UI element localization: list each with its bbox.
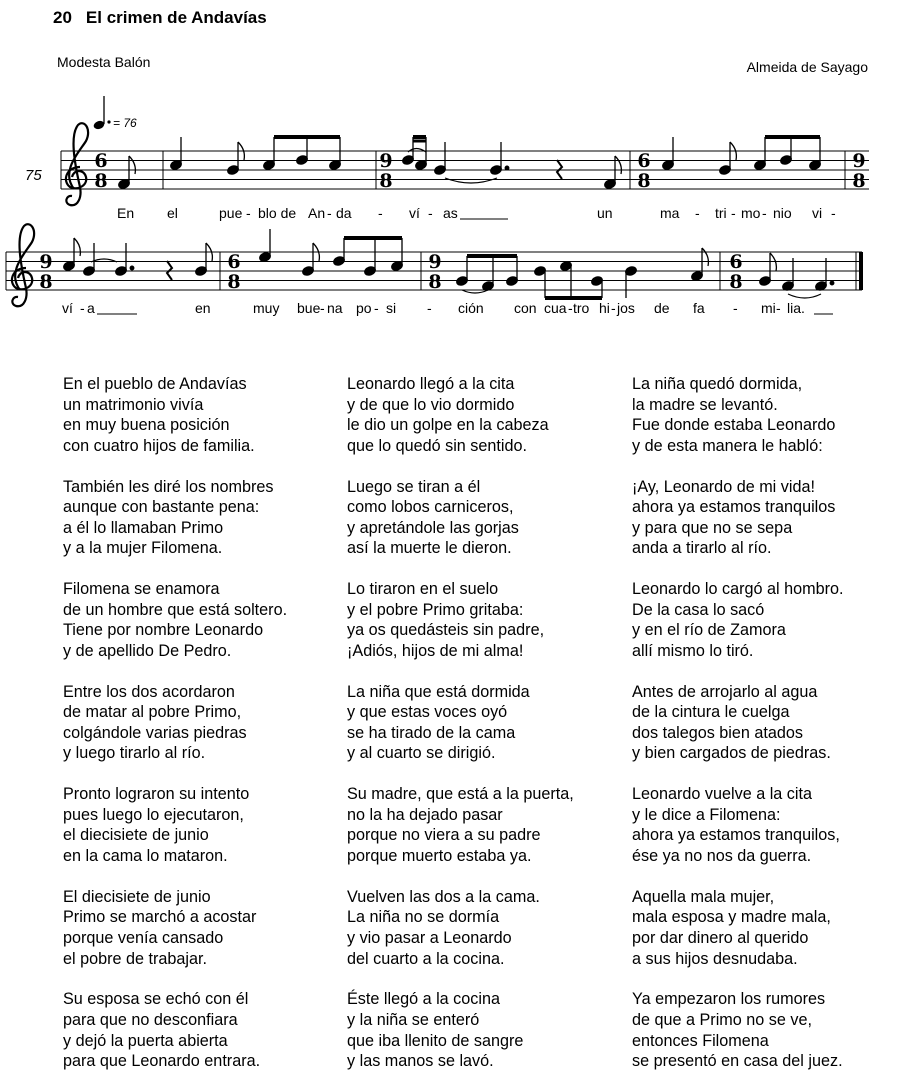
stanza: [347, 374, 574, 456]
svg-text:-: -: [611, 300, 616, 316]
svg-text:na: na: [327, 300, 343, 316]
svg-text:ción: ción: [458, 300, 484, 316]
svg-text:de: de: [654, 300, 670, 316]
verse-line: a sus hijos desnudaba.: [632, 949, 798, 968]
stanza: [632, 682, 843, 764]
verse-line: porque no viera a su padre: [347, 826, 541, 845]
verse-line: anda a tirarlo al río.: [632, 539, 772, 558]
svg-text:-: -: [831, 205, 836, 221]
verse-line: ya os quedásteis sin padre,: [347, 621, 545, 640]
svg-text:-: -: [427, 300, 432, 316]
svg-text:-: -: [568, 300, 573, 316]
svg-text:8: 8: [428, 271, 442, 293]
notes-system-1: [118, 137, 822, 190]
stanza: [632, 989, 843, 1071]
verse-line: por dar dinero al querido: [632, 929, 809, 947]
svg-text:fa: fa: [693, 300, 705, 316]
svg-text:blo de: blo de: [258, 205, 297, 221]
verse-line: así la muerte le dieron.: [347, 539, 512, 558]
verse-line: y vio pasar a Leonardo: [347, 929, 512, 947]
svg-text:8: 8: [379, 170, 393, 192]
svg-text:6: 6: [729, 251, 743, 273]
verse-line: y al cuarto se dirigió.: [347, 744, 496, 763]
verse-line: Fue donde estaba Leonardo: [632, 416, 836, 435]
svg-text:as: as: [443, 205, 458, 221]
verse-line: y luego tirarlo al río.: [63, 744, 206, 763]
svg-text:con: con: [514, 300, 537, 316]
verse-line: y de apellido De Pedro.: [63, 641, 232, 660]
verse-line: como lobos carniceros,: [347, 498, 514, 517]
verse-line: de un hombre que está soltero.: [63, 600, 288, 619]
verse-line: Su esposa se echó con él: [63, 990, 249, 1009]
verse-line: ahora ya estamos tranquilos: [632, 498, 836, 517]
svg-text:ví: ví: [62, 300, 73, 316]
verse-line: el diecisiete de junio: [63, 826, 209, 845]
verse-line: Su madre, que está a la puerta,: [347, 785, 574, 804]
svg-text:muy: muy: [253, 300, 280, 316]
svg-text:9: 9: [379, 150, 393, 172]
stanza: [632, 887, 843, 969]
verse-line: no la ha dejado pasar: [347, 805, 503, 824]
svg-text:bue: bue: [297, 300, 321, 316]
verse-line: y en el río de Zamora: [632, 621, 786, 640]
stanza: [347, 989, 574, 1071]
svg-text:hi: hi: [599, 300, 610, 316]
svg-text:-: -: [374, 300, 379, 316]
svg-text:9: 9: [852, 150, 866, 172]
verse-line: para que no desconfiara: [63, 1010, 238, 1029]
stanza: [347, 579, 574, 661]
stanza: [63, 784, 287, 866]
verse-line: Lo tiraron en el suelo: [347, 580, 499, 599]
lyrics-column-2: [347, 374, 574, 1092]
svg-text:An: An: [308, 205, 326, 221]
svg-text:tri: tri: [715, 205, 727, 221]
svg-text:nio: nio: [773, 205, 792, 221]
svg-text:pue: pue: [219, 205, 243, 221]
song-title-text: El crimen de Andavías: [85, 8, 267, 27]
verse-line: y de que lo vio dormido: [347, 395, 515, 414]
verse-line: le dio un golpe en la cabeza: [347, 416, 549, 435]
verse-line: y bien cargados de piedras.: [632, 744, 831, 763]
music-score: [0, 90, 900, 330]
verse-line: y apretándole las gorjas: [347, 518, 519, 537]
verse-line: Luego se tiran a él: [347, 477, 481, 496]
verse-line: y le dice a Filomena:: [632, 805, 781, 824]
svg-text:8: 8: [637, 170, 651, 192]
verse-line: de la cintura le cuelga: [632, 703, 790, 722]
svg-text:ví: ví: [409, 205, 420, 221]
verse-line: La niña no se dormía: [347, 908, 500, 927]
verse-line: pues luego lo ejecutaron,: [63, 805, 244, 824]
svg-text:8: 8: [729, 271, 743, 293]
verse-line: y de esta manera le habló:: [632, 436, 823, 455]
verse-line: Vuelven las dos a la cama.: [347, 887, 540, 906]
svg-text:si: si: [386, 300, 397, 316]
verse-line: Filomena se enamora: [63, 580, 220, 599]
svg-text:da: da: [336, 205, 352, 221]
svg-text:mo: mo: [741, 205, 761, 221]
verse-line: El diecisiete de junio: [63, 887, 211, 906]
verse-line: Éste llegó a la cocina: [347, 990, 500, 1009]
stanza: [632, 374, 843, 456]
svg-text:8: 8: [852, 170, 866, 192]
verse-line: que lo quedó sin sentido.: [347, 436, 527, 455]
stanza: [347, 682, 574, 764]
tempo-text: = 76: [113, 116, 137, 130]
lyrics-system-1: [117, 205, 836, 221]
verse-line: y que estas voces oyó: [347, 703, 508, 722]
svg-text:jos: jos: [617, 300, 635, 316]
verse-line: Leonardo vuelve a la cita: [632, 785, 812, 804]
informant-name: Modesta Balón: [57, 54, 151, 70]
verse-line: en la cama lo mataron.: [63, 847, 228, 866]
stanza: [632, 784, 843, 866]
svg-text:-: -: [695, 205, 700, 221]
verse-line: Antes de arrojarlo al agua: [632, 682, 818, 701]
verse-line: y a la mujer Filomena.: [63, 539, 223, 558]
svg-text:8: 8: [94, 170, 108, 192]
verse-line: Tiene por nombre Leonardo: [63, 621, 264, 640]
verse-line: allí mismo lo tiró.: [632, 641, 754, 660]
verse-line: de que a Primo no se ve,: [632, 1010, 812, 1029]
place-name: Almeida de Sayago: [746, 59, 868, 75]
verse-line: porque venía cansado: [63, 929, 224, 947]
verse-line: ¡Adiós, hijos de mi alma!: [347, 641, 524, 660]
verse-line: y el pobre Primo gritaba:: [347, 600, 524, 619]
verse-line: en muy buena posición: [63, 416, 230, 435]
svg-text:a: a: [87, 300, 95, 316]
verse-line: entonces Filomena: [632, 1031, 769, 1050]
verse-line: que iba llenito de sangre: [347, 1031, 524, 1050]
verse-line: Leonardo lo cargó al hombro.: [632, 580, 844, 599]
song-number: 20: [53, 8, 72, 27]
svg-text:tro: tro: [573, 300, 590, 316]
svg-text:-: -: [731, 205, 736, 221]
verse-line: se presentó en casa del juez.: [632, 1052, 843, 1071]
svg-text:-: -: [327, 205, 332, 221]
verse-line: Entre los dos acordaron: [63, 682, 235, 701]
treble-clef-icon: [66, 123, 88, 205]
verse-line: con cuatro hijos de familia.: [63, 436, 255, 455]
time-signatures-2: [39, 251, 742, 293]
verse-line: Leonardo llegó a la cita: [347, 375, 515, 393]
verse-line: colgándole varias piedras: [63, 723, 247, 742]
svg-text:6: 6: [637, 150, 651, 172]
svg-text:-: -: [733, 300, 738, 316]
svg-text:cua: cua: [544, 300, 567, 316]
verse-line: Pronto lograron su intento: [63, 785, 250, 804]
verse-line: de matar al pobre Primo,: [63, 703, 242, 722]
verse-line: Primo se marchó a acostar: [63, 908, 257, 927]
svg-text:-: -: [762, 205, 767, 221]
verse-line: La niña quedó dormida,: [632, 375, 803, 393]
verse-line: ahora ya estamos tranquilos,: [632, 826, 840, 845]
verse-line: y la niña se enteró: [347, 1010, 480, 1029]
notes-system-2: [63, 229, 834, 298]
stanza: [63, 579, 287, 661]
svg-text:9: 9: [39, 251, 53, 273]
verse-line: aunque con bastante pena:: [63, 498, 260, 517]
svg-text:ma: ma: [660, 205, 680, 221]
svg-text:-: -: [378, 205, 383, 221]
verse-line: En el pueblo de Andavías: [63, 375, 247, 393]
svg-text:vi: vi: [812, 205, 823, 221]
lyrics-column-1: [63, 374, 287, 1092]
svg-text:-: -: [320, 300, 325, 316]
svg-text:mi: mi: [761, 300, 776, 316]
verse-line: ése ya no nos da guerra.: [632, 847, 812, 866]
measure-number: 75: [25, 167, 42, 184]
verse-line: se ha tirado de la cama: [347, 723, 516, 742]
verse-line: un matrimonio vivía: [63, 395, 204, 414]
svg-text:el: el: [167, 205, 178, 221]
svg-text:6: 6: [227, 251, 241, 273]
stanza: [632, 477, 843, 559]
stanza: [63, 477, 287, 559]
verse-line: La niña que está dormida: [347, 682, 530, 701]
svg-text:8: 8: [227, 271, 241, 293]
lyrics-system-2: [62, 300, 833, 316]
verse-line: del cuarto a la cocina.: [347, 949, 505, 968]
verse-line: Ya empezaron los rumores: [632, 990, 826, 1009]
verse-line: Aquella mala mujer,: [632, 887, 775, 906]
verse-line: También les diré los nombres: [63, 477, 274, 496]
svg-text:En: En: [117, 205, 135, 221]
svg-text:-: -: [80, 300, 85, 316]
verse-line: y dejó la puerta abierta: [63, 1031, 228, 1050]
svg-text:lia.: lia.: [787, 300, 805, 316]
svg-text:-: -: [776, 300, 781, 316]
svg-text:8: 8: [39, 271, 53, 293]
treble-clef-icon: [12, 224, 34, 306]
verse-line: para que Leonardo entrara.: [63, 1052, 261, 1071]
verse-line: mala esposa y madre mala,: [632, 908, 831, 927]
time-signatures-1: [94, 150, 865, 192]
svg-text:-: -: [246, 205, 251, 221]
verse-line: a él lo llamaban Primo: [63, 518, 224, 537]
song-title: [53, 8, 267, 28]
svg-text:po: po: [356, 300, 372, 316]
stanza: [347, 477, 574, 559]
stanza: [347, 784, 574, 866]
tempo-mark: [93, 96, 137, 131]
verse-line: porque muerto estaba ya.: [347, 847, 532, 866]
svg-text:en: en: [195, 300, 211, 316]
verse-line: y las manos se lavó.: [347, 1052, 494, 1071]
lyrics-column-3: [632, 374, 843, 1092]
stanza: [347, 887, 574, 969]
verse-line: y para que no se sepa: [632, 518, 793, 537]
svg-text:9: 9: [428, 251, 442, 273]
svg-text:6: 6: [94, 150, 108, 172]
stanza: [632, 579, 843, 661]
stanza: [63, 374, 287, 456]
verse-line: dos talegos bien atados: [632, 723, 803, 742]
verse-line: la madre se levantó.: [632, 395, 778, 414]
verse-line: el pobre de trabajar.: [63, 949, 207, 968]
stanza: [63, 989, 287, 1071]
stanza: [63, 887, 287, 969]
stanza: [63, 682, 287, 764]
verse-line: De la casa lo sacó: [632, 600, 765, 619]
verse-line: ¡Ay, Leonardo de mi vida!: [632, 477, 815, 496]
svg-text:-: -: [428, 205, 433, 221]
svg-text:un: un: [597, 205, 613, 221]
